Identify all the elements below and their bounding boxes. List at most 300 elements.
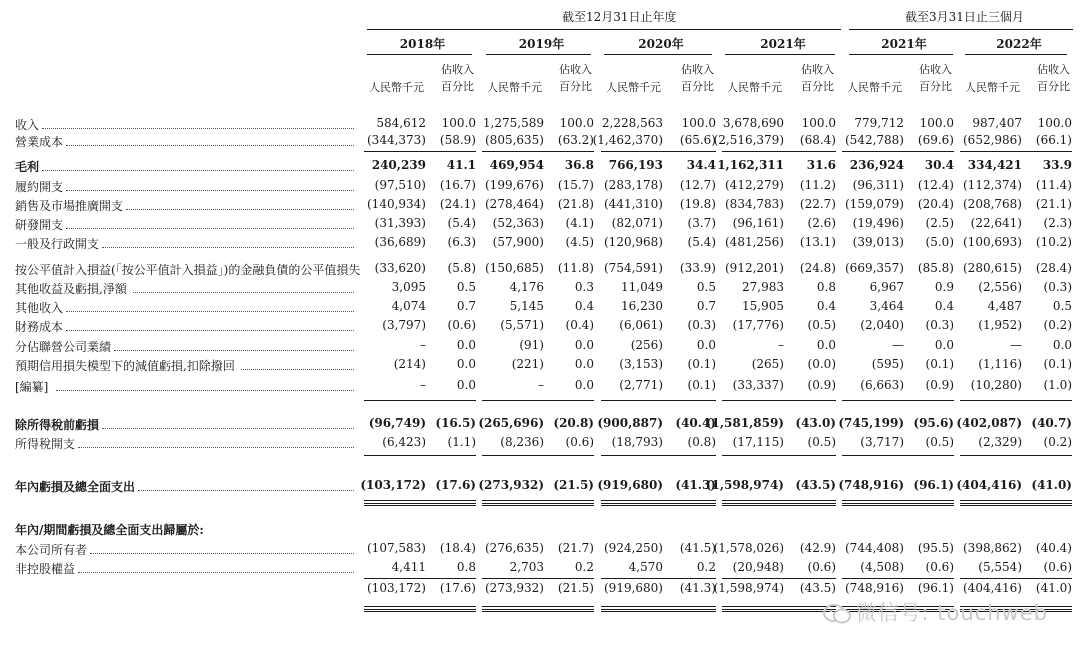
total-double-rule bbox=[482, 503, 594, 504]
year-underline bbox=[725, 54, 835, 55]
wechat-icon bbox=[822, 603, 852, 625]
col-header-pct bbox=[919, 61, 952, 95]
col-header-pct-line2: 百分比 bbox=[801, 80, 834, 93]
cell-percentage: (0.5) bbox=[925, 435, 954, 449]
cell-percentage: 34.4 bbox=[686, 158, 716, 172]
col-header-rmb: 人民幣千元 bbox=[606, 81, 661, 94]
cell-percentage: (5.0) bbox=[925, 235, 954, 249]
cell-amount: (17,115) bbox=[732, 435, 784, 449]
col-header-pct-line2: 百分比 bbox=[559, 80, 592, 93]
cell-amount: (96,161) bbox=[732, 216, 784, 230]
cell-percentage: 0.4 bbox=[574, 299, 594, 313]
leader-dots bbox=[42, 158, 354, 171]
cell-amount: (208,768) bbox=[963, 197, 1022, 211]
cell-amount: (265) bbox=[751, 357, 784, 371]
cell-amount: (398,862) bbox=[963, 541, 1022, 555]
cell-percentage: (0.6) bbox=[1043, 560, 1072, 574]
subtotal-rule bbox=[960, 151, 1072, 152]
cell-percentage: (16.7) bbox=[439, 178, 476, 192]
cell-amount: 1,275,589 bbox=[482, 116, 544, 130]
cell-amount: (924,250) bbox=[604, 541, 663, 555]
row-label: 非控股權益 bbox=[15, 562, 76, 576]
cell-percentage: 0.8 bbox=[456, 560, 476, 574]
leader-dots bbox=[66, 299, 354, 312]
cell-percentage: (3.7) bbox=[687, 216, 716, 230]
subtotal-rule bbox=[722, 455, 836, 456]
cell-percentage: (5.4) bbox=[687, 235, 716, 249]
cell-percentage: (20.4) bbox=[917, 197, 954, 211]
cell-amount: (1,952) bbox=[978, 318, 1022, 332]
subtotal-rule bbox=[960, 455, 1072, 456]
leader-dots bbox=[102, 235, 354, 248]
cell-percentage: (41.3) bbox=[675, 478, 716, 492]
cell-percentage: (17.6) bbox=[435, 478, 476, 492]
col-header-pct-line2: 百分比 bbox=[441, 80, 474, 93]
total-double-rule bbox=[601, 505, 716, 506]
cell-amount: (276,635) bbox=[485, 541, 544, 555]
col-header-pct-line2: 百分比 bbox=[681, 80, 714, 93]
total-double-rule bbox=[364, 611, 476, 612]
row-label: 年內虧損及總全面支出 bbox=[15, 480, 136, 494]
cell-amount: 987,407 bbox=[972, 116, 1022, 130]
cell-percentage: (43.5) bbox=[795, 478, 836, 492]
cell-amount: (214) bbox=[393, 357, 426, 371]
total-double-rule bbox=[722, 500, 836, 501]
total-double-rule bbox=[842, 500, 954, 501]
cell-percentage: 0.4 bbox=[816, 299, 836, 313]
col-header-pct bbox=[1037, 61, 1070, 95]
total-double-rule bbox=[960, 503, 1072, 504]
cell-percentage: 0.9 bbox=[934, 280, 954, 294]
cell-percentage: (21.8) bbox=[557, 197, 594, 211]
cell-percentage: (2.5) bbox=[925, 216, 954, 230]
cell-amount: (57,900) bbox=[492, 235, 544, 249]
cell-amount: (441,310) bbox=[604, 197, 663, 211]
leader-dots bbox=[78, 435, 354, 448]
cell-amount: (3,797) bbox=[382, 318, 426, 332]
header-rule-annual bbox=[367, 29, 841, 30]
subtotal-rule bbox=[364, 578, 476, 579]
col-header-pct-line1: 佔收入 bbox=[441, 63, 474, 76]
cell-amount: 240,239 bbox=[371, 158, 426, 172]
cell-percentage: 0.5 bbox=[696, 280, 716, 294]
cell-amount: (542,788) bbox=[845, 133, 904, 147]
cell-percentage: (6.3) bbox=[447, 235, 476, 249]
cell-amount: (2,771) bbox=[619, 378, 663, 392]
cell-percentage: 0.0 bbox=[816, 338, 836, 352]
subtotal-rule bbox=[364, 455, 476, 456]
cell-percentage: (18.4) bbox=[439, 541, 476, 555]
subtotal-rule bbox=[722, 400, 836, 401]
cell-percentage: (2.3) bbox=[1043, 216, 1072, 230]
cell-amount: (283,178) bbox=[604, 178, 663, 192]
subtotal-rule bbox=[601, 151, 716, 152]
header-group-annual: 截至12月31日止年度 bbox=[562, 10, 677, 24]
cell-percentage: (0.5) bbox=[807, 435, 836, 449]
cell-amount: (744,408) bbox=[845, 541, 904, 555]
cell-percentage: (96.1) bbox=[913, 478, 954, 492]
subtotal-rule bbox=[722, 151, 836, 152]
cell-percentage: (11.2) bbox=[799, 178, 836, 192]
year-header: 2021年 bbox=[760, 37, 806, 51]
total-double-rule bbox=[722, 505, 836, 506]
subtotal-rule bbox=[364, 400, 476, 401]
cell-amount: (112,374) bbox=[963, 178, 1022, 192]
cell-amount: (5,554) bbox=[978, 560, 1022, 574]
cell-amount: 16,230 bbox=[621, 299, 663, 313]
cell-amount: (4,508) bbox=[860, 560, 904, 574]
cell-amount: (6,423) bbox=[382, 435, 426, 449]
total-double-rule bbox=[364, 606, 476, 607]
cell-percentage: (0.3) bbox=[1043, 280, 1072, 294]
cell-percentage: (65.6) bbox=[679, 133, 716, 147]
cell-percentage: (24.8) bbox=[799, 261, 836, 275]
cell-amount: (33,337) bbox=[732, 378, 784, 392]
year-header: 2021年 bbox=[881, 37, 927, 51]
cell-amount: 15,905 bbox=[742, 299, 784, 313]
cell-percentage: (2.6) bbox=[807, 216, 836, 230]
col-header-pct-line1: 佔收入 bbox=[801, 63, 834, 76]
cell-amount: (97,510) bbox=[374, 178, 426, 192]
row-label: 履約開支 bbox=[15, 180, 64, 194]
cell-amount: (36,689) bbox=[374, 235, 426, 249]
cell-percentage: 33.9 bbox=[1042, 158, 1072, 172]
cell-percentage: (0.9) bbox=[807, 378, 836, 392]
cell-amount: 779,712 bbox=[854, 116, 904, 130]
cell-amount: (2,040) bbox=[860, 318, 904, 332]
cell-percentage: 0.2 bbox=[696, 560, 716, 574]
cell-amount: (900,887) bbox=[597, 416, 663, 430]
cell-percentage: (0.1) bbox=[925, 357, 954, 371]
total-double-rule bbox=[482, 505, 594, 506]
total-double-rule bbox=[482, 500, 594, 501]
leader-dots bbox=[133, 280, 354, 293]
cell-amount: (912,201) bbox=[725, 261, 784, 275]
cell-amount: 4,074 bbox=[391, 299, 426, 313]
cell-amount: — bbox=[1010, 338, 1022, 352]
watermark-text: 微信号: touchweb bbox=[855, 601, 1048, 625]
leader-dots bbox=[66, 318, 354, 331]
cell-percentage: (58.9) bbox=[439, 133, 476, 147]
cell-percentage: (21.7) bbox=[557, 541, 594, 555]
year-underline bbox=[604, 54, 712, 55]
cell-amount: 5,145 bbox=[509, 299, 544, 313]
cell-percentage: 100.0 bbox=[559, 116, 594, 130]
cell-percentage: 0.2 bbox=[574, 560, 594, 574]
cell-percentage: (0.2) bbox=[1043, 318, 1072, 332]
row-label: 研發開支 bbox=[15, 218, 64, 232]
cell-amount: (265,696) bbox=[478, 416, 544, 430]
cell-percentage: (0.2) bbox=[1043, 435, 1072, 449]
year-underline bbox=[367, 54, 472, 55]
total-double-rule bbox=[722, 609, 836, 610]
cell-amount: (919,680) bbox=[604, 581, 663, 595]
cell-percentage: 0.0 bbox=[574, 338, 594, 352]
cell-percentage: (43.5) bbox=[799, 581, 836, 595]
cell-percentage: 100.0 bbox=[801, 116, 836, 130]
cell-percentage: (0.4) bbox=[565, 318, 594, 332]
subtotal-rule bbox=[482, 151, 594, 152]
subtotal-rule bbox=[482, 400, 594, 401]
cell-percentage: (17.6) bbox=[439, 581, 476, 595]
row-label: 銷售及市場推廣開支 bbox=[15, 199, 124, 213]
cell-amount: (82,071) bbox=[611, 216, 663, 230]
cell-amount: (280,615) bbox=[963, 261, 1022, 275]
cell-percentage: (41.3) bbox=[679, 581, 716, 595]
cell-percentage: (21.1) bbox=[1035, 197, 1072, 211]
cell-percentage: 0.0 bbox=[456, 338, 476, 352]
cell-amount: (221) bbox=[511, 357, 544, 371]
cell-percentage: (21.5) bbox=[553, 478, 594, 492]
row-label: 毛利 bbox=[15, 160, 40, 174]
cell-amount: (100,693) bbox=[963, 235, 1022, 249]
row-label: 收入 bbox=[15, 118, 40, 132]
total-double-rule bbox=[842, 505, 954, 506]
cell-amount: (481,256) bbox=[725, 235, 784, 249]
cell-amount: – bbox=[538, 378, 544, 392]
cell-percentage: 100.0 bbox=[919, 116, 954, 130]
cell-percentage: (20.8) bbox=[553, 416, 594, 430]
row-label: 除所得稅前虧損 bbox=[15, 418, 100, 432]
total-double-rule bbox=[482, 609, 594, 610]
cell-amount: 27,983 bbox=[742, 280, 784, 294]
cell-percentage: (0.3) bbox=[687, 318, 716, 332]
cell-amount: (595) bbox=[871, 357, 904, 371]
cell-amount: (3,153) bbox=[619, 357, 663, 371]
cell-amount: (6,061) bbox=[619, 318, 663, 332]
row-label: 按公平值計入損益(「按公平值計入損益」)的金融負債的公平值損失 bbox=[15, 263, 361, 277]
cell-percentage: (41.0) bbox=[1031, 478, 1072, 492]
year-header: 2020年 bbox=[638, 37, 684, 51]
leader-dots bbox=[126, 197, 354, 210]
col-header-pct bbox=[559, 61, 592, 95]
cell-amount: (278,464) bbox=[485, 197, 544, 211]
subtotal-rule bbox=[960, 400, 1072, 401]
cell-percentage: (11.4) bbox=[1035, 178, 1072, 192]
cell-percentage: (69.6) bbox=[917, 133, 954, 147]
cell-amount: (1,578,026) bbox=[713, 541, 784, 555]
cell-amount: 11,049 bbox=[621, 280, 663, 294]
cell-amount: (805,635) bbox=[485, 133, 544, 147]
cell-percentage: (0.1) bbox=[687, 378, 716, 392]
cell-amount: (919,680) bbox=[597, 478, 663, 492]
cell-percentage: (0.9) bbox=[925, 378, 954, 392]
cell-amount: (52,363) bbox=[492, 216, 544, 230]
row-label: 一般及行政開支 bbox=[15, 237, 100, 251]
cell-amount: (404,416) bbox=[963, 581, 1022, 595]
cell-percentage: (95.5) bbox=[917, 541, 954, 555]
col-header-pct-line1: 佔收入 bbox=[681, 63, 714, 76]
subtotal-rule bbox=[364, 151, 476, 152]
cell-amount: (1,598,974) bbox=[713, 581, 784, 595]
subtotal-rule bbox=[842, 400, 954, 401]
cell-percentage: 0.5 bbox=[456, 280, 476, 294]
cell-amount: – bbox=[420, 338, 426, 352]
cell-percentage: (13.1) bbox=[799, 235, 836, 249]
cell-amount: (344,373) bbox=[367, 133, 426, 147]
cell-percentage: (95.6) bbox=[913, 416, 954, 430]
cell-amount: (199,676) bbox=[485, 178, 544, 192]
cell-amount: (834,783) bbox=[725, 197, 784, 211]
cell-amount: 334,421 bbox=[967, 158, 1022, 172]
col-header-pct-line1: 佔收入 bbox=[1037, 63, 1070, 76]
cell-percentage: (5.8) bbox=[447, 261, 476, 275]
row-label: 預期信用損失模型下的減值虧損,扣除撥回 bbox=[15, 359, 235, 373]
cell-amount: (150,685) bbox=[485, 261, 544, 275]
cell-percentage: (0.6) bbox=[807, 560, 836, 574]
cell-percentage: 0.5 bbox=[1052, 299, 1072, 313]
cell-amount: – bbox=[778, 338, 784, 352]
attribution-section-heading: 年內/期間虧損及總全面支出歸屬於: bbox=[15, 523, 204, 537]
cell-amount: (22,641) bbox=[970, 216, 1022, 230]
subtotal-rule bbox=[842, 151, 954, 152]
cell-percentage: (40.4) bbox=[675, 416, 716, 430]
cell-percentage: (5.4) bbox=[447, 216, 476, 230]
col-header-pct-line2: 百分比 bbox=[919, 80, 952, 93]
leader-dots bbox=[90, 541, 354, 554]
cell-amount: (273,932) bbox=[485, 581, 544, 595]
subtotal-rule bbox=[722, 578, 836, 579]
cell-amount: (2,516,379) bbox=[713, 133, 784, 147]
cell-amount: (120,968) bbox=[604, 235, 663, 249]
total-double-rule bbox=[601, 611, 716, 612]
cell-amount: (669,357) bbox=[845, 261, 904, 275]
cell-percentage: (96.1) bbox=[917, 581, 954, 595]
cell-amount: (8,236) bbox=[500, 435, 544, 449]
year-header: 2022年 bbox=[996, 37, 1042, 51]
row-label: 其他收入 bbox=[15, 301, 64, 315]
cell-amount: 1,162,311 bbox=[717, 158, 784, 172]
row-label: 本公司所有者 bbox=[15, 543, 88, 557]
cell-amount: (5,571) bbox=[500, 318, 544, 332]
col-header-pct bbox=[441, 61, 474, 95]
cell-amount: (1,116) bbox=[978, 357, 1022, 371]
cell-amount: (10,280) bbox=[970, 378, 1022, 392]
col-header-rmb: 人民幣千元 bbox=[965, 81, 1020, 94]
cell-percentage: 0.0 bbox=[696, 338, 716, 352]
cell-percentage: 100.0 bbox=[1037, 116, 1072, 130]
cell-amount: (31,393) bbox=[374, 216, 426, 230]
cell-percentage: 0.7 bbox=[456, 299, 476, 313]
cell-amount: (2,556) bbox=[978, 280, 1022, 294]
cell-percentage: 31.6 bbox=[806, 158, 836, 172]
cell-percentage: 0.0 bbox=[574, 357, 594, 371]
subtotal-rule bbox=[482, 578, 594, 579]
cell-amount: 766,193 bbox=[608, 158, 663, 172]
cell-amount: – bbox=[420, 378, 426, 392]
cell-amount: (6,663) bbox=[860, 378, 904, 392]
leader-dots bbox=[66, 133, 354, 146]
cell-amount: (412,279) bbox=[725, 178, 784, 192]
leader-dots bbox=[66, 216, 354, 229]
total-double-rule bbox=[960, 500, 1072, 501]
cell-percentage: 0.8 bbox=[816, 280, 836, 294]
cell-percentage: (0.6) bbox=[447, 318, 476, 332]
cell-percentage: (66.1) bbox=[1035, 133, 1072, 147]
cell-percentage: (21.5) bbox=[557, 581, 594, 595]
cell-percentage: (1.1) bbox=[447, 435, 476, 449]
leader-dots bbox=[114, 338, 354, 351]
cell-percentage: (16.5) bbox=[435, 416, 476, 430]
cell-amount: (652,986) bbox=[963, 133, 1022, 147]
cell-percentage: (0.5) bbox=[807, 318, 836, 332]
total-double-rule bbox=[601, 500, 716, 501]
cell-percentage: 36.8 bbox=[564, 158, 594, 172]
leader-dots bbox=[102, 416, 354, 429]
cell-percentage: (68.4) bbox=[799, 133, 836, 147]
total-double-rule bbox=[601, 503, 716, 504]
cell-percentage: (0.1) bbox=[1043, 357, 1072, 371]
cell-amount: (404,416) bbox=[956, 478, 1022, 492]
cell-amount: (17,776) bbox=[732, 318, 784, 332]
total-double-rule bbox=[842, 503, 954, 504]
cell-amount: (33,620) bbox=[374, 261, 426, 275]
total-double-rule bbox=[601, 606, 716, 607]
row-label: 所得稅開支 bbox=[15, 437, 76, 451]
cell-amount: (1,462,370) bbox=[592, 133, 663, 147]
col-header-pct-line2: 百分比 bbox=[1037, 80, 1070, 93]
cell-amount: 3,095 bbox=[391, 280, 426, 294]
total-double-rule bbox=[482, 606, 594, 607]
subtotal-rule bbox=[601, 578, 716, 579]
cell-amount: (39,013) bbox=[852, 235, 904, 249]
row-label: 財務成本 bbox=[15, 320, 64, 334]
cell-amount: (159,079) bbox=[845, 197, 904, 211]
cell-percentage: (0.0) bbox=[807, 357, 836, 371]
cell-amount: (748,916) bbox=[838, 478, 904, 492]
cell-percentage: (24.1) bbox=[439, 197, 476, 211]
cell-amount: (103,172) bbox=[367, 581, 426, 595]
total-double-rule bbox=[601, 609, 716, 610]
leader-dots bbox=[66, 178, 354, 191]
watermark bbox=[822, 597, 1048, 627]
col-header-rmb: 人民幣千元 bbox=[487, 81, 542, 94]
cell-amount: (96,749) bbox=[368, 416, 426, 430]
cell-amount: (402,087) bbox=[956, 416, 1022, 430]
cell-percentage: 100.0 bbox=[441, 116, 476, 130]
cell-amount: (273,932) bbox=[478, 478, 544, 492]
cell-amount: 4,487 bbox=[987, 299, 1022, 313]
row-label: [編纂] bbox=[15, 380, 49, 394]
cell-percentage: (15.7) bbox=[557, 178, 594, 192]
cell-amount: (745,199) bbox=[838, 416, 904, 430]
year-underline bbox=[849, 54, 953, 55]
header-group-quarterly: 截至3月31日止三個月 bbox=[905, 10, 1024, 24]
subtotal-rule bbox=[601, 455, 716, 456]
cell-percentage: 0.3 bbox=[574, 280, 594, 294]
cell-amount: 3,464 bbox=[869, 299, 904, 313]
cell-percentage: (10.2) bbox=[1035, 235, 1072, 249]
col-header-pct bbox=[801, 61, 834, 95]
cell-percentage: (0.6) bbox=[565, 435, 594, 449]
col-header-rmb: 人民幣千元 bbox=[727, 81, 782, 94]
total-double-rule bbox=[960, 505, 1072, 506]
cell-amount: (256) bbox=[630, 338, 663, 352]
cell-percentage: (33.9) bbox=[679, 261, 716, 275]
cell-amount: (20,948) bbox=[732, 560, 784, 574]
total-double-rule bbox=[722, 611, 836, 612]
total-double-rule bbox=[364, 505, 476, 506]
cell-amount: (103,172) bbox=[360, 478, 426, 492]
cell-percentage: 0.0 bbox=[934, 338, 954, 352]
cell-percentage: 0.0 bbox=[1052, 338, 1072, 352]
cell-amount: 469,954 bbox=[489, 158, 544, 172]
cell-percentage: (40.7) bbox=[1031, 416, 1072, 430]
year-header: 2018年 bbox=[399, 37, 446, 51]
cell-percentage: 0.0 bbox=[456, 357, 476, 371]
row-label: 分佔聯營公司業績 bbox=[15, 340, 112, 354]
cell-percentage: (28.4) bbox=[1035, 261, 1072, 275]
